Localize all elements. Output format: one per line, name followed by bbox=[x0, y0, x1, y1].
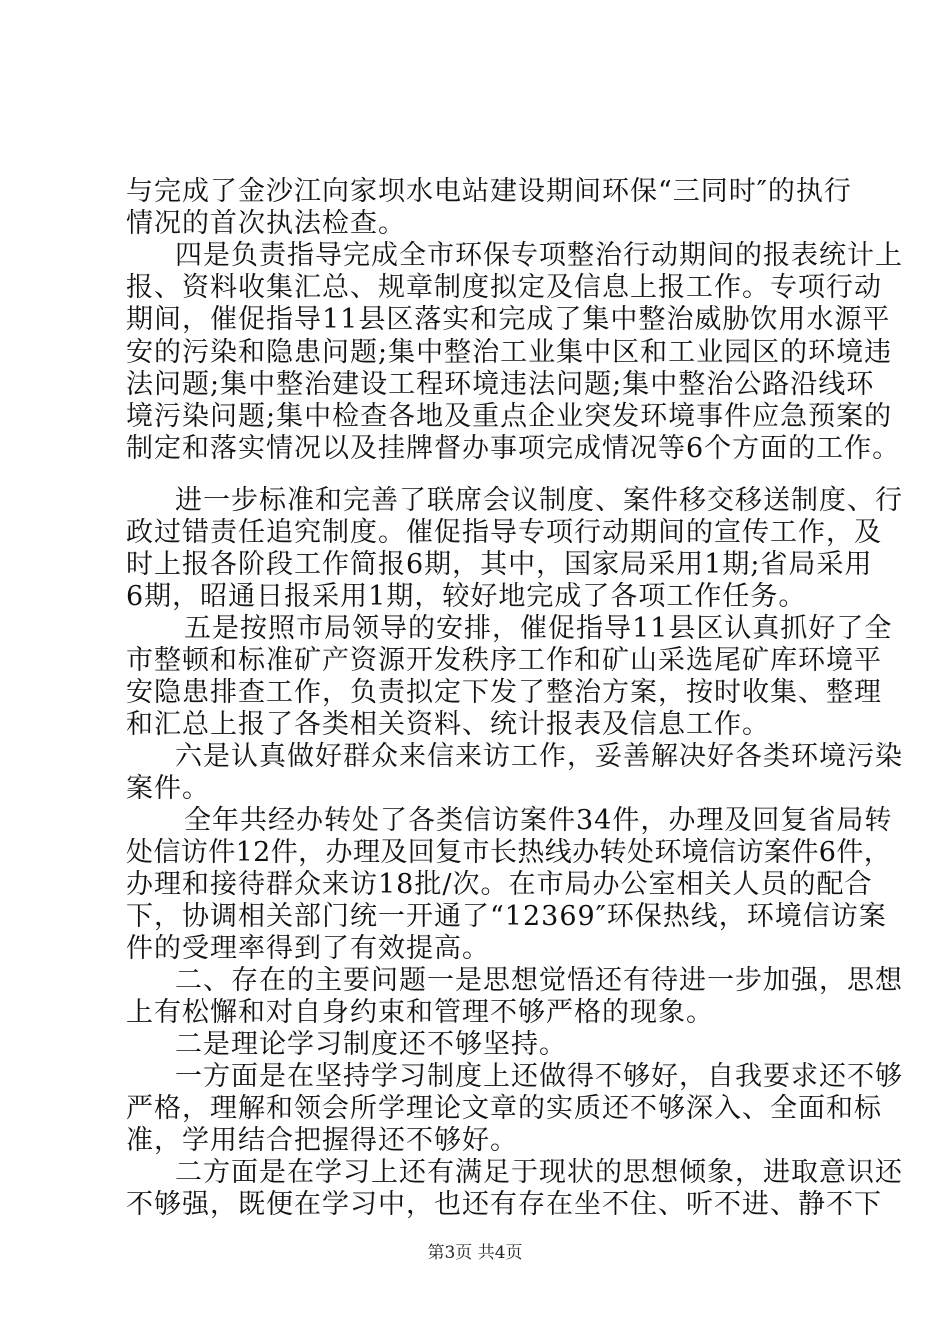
text-line: 时上报各阶段工作简报6期，其中，国家局采用1期;省局采用 bbox=[126, 549, 873, 580]
text-line: 件的受理率得到了有效提高。 bbox=[126, 933, 490, 964]
text-line: 二是理论学习制度还不够坚持。 bbox=[175, 1029, 567, 1060]
text-line: 全年共经办转处了各类信访案件34件，办理及回复省局转 bbox=[184, 805, 893, 836]
text-line: 期间，催促指导11县区落实和完成了集中整治威胁饮用水源平 bbox=[126, 304, 891, 335]
text-line: 与完成了金沙江向家坝水电站建设期间环保“三同时″的执行 bbox=[126, 176, 852, 207]
text-line: 案件。 bbox=[126, 773, 210, 804]
text-line: 和汇总上报了各类相关资料、统计报表及信息工作。 bbox=[126, 709, 770, 740]
text-line: 境污染问题;集中检查各地及重点企业突发环境事件应急预案的 bbox=[126, 401, 893, 432]
text-line: 情况的首次执法检查。 bbox=[126, 208, 406, 239]
text-line: 处信访件12件，办理及回复市长热线办转处环境信访案件6件， bbox=[126, 837, 892, 868]
text-line: 不够强，既便在学习中，也还有存在坐不住、听不进、静不下 bbox=[126, 1189, 882, 1220]
text-line: 市整顿和标准矿产资源开发秩序工作和矿山采选尾矿库环境平 bbox=[126, 645, 882, 676]
text-line: 二、存在的主要问题一是思想觉悟还有待进一步加强，思想 bbox=[175, 965, 903, 996]
text-line: 法问题;集中整治建设工程环境违法问题;集中整治公路沿线环 bbox=[126, 369, 875, 400]
text-line: 上有松懈和对自身约束和管理不够严格的现象。 bbox=[126, 997, 714, 1028]
text-line: 六是认真做好群众来信来访工作，妥善解决好各类环境污染 bbox=[175, 741, 903, 772]
text-line: 安的污染和隐患问题;集中整治工业集中区和工业园区的环境违 bbox=[126, 337, 893, 368]
text-line: 制定和落实情况以及挂牌督办事项完成情况等6个方面的工作。 bbox=[126, 433, 901, 464]
text-line: 准，学用结合把握得还不够好。 bbox=[126, 1125, 518, 1156]
text-line: 下，协调相关部门统一开通了“12369″环保热线，环境信访案 bbox=[126, 901, 887, 932]
text-line: 报、资料收集汇总、规章制度拟定及信息上报工作。专项行动 bbox=[126, 272, 882, 303]
text-line: 办理和接待群众来访18批/次。在市局办公室相关人员的配合 bbox=[126, 869, 873, 900]
text-line: 四是负责指导完成全市环保专项整治行动期间的报表统计上 bbox=[175, 240, 903, 271]
text-line: 五是按照市局领导的安排，催促指导11县区认真抓好了全 bbox=[184, 613, 893, 644]
page-number-footer: 第3页 共4页 bbox=[427, 1243, 523, 1263]
text-line: 6期，昭通日报采用1期，较好地完成了各项工作任务。 bbox=[126, 581, 807, 612]
text-line: 政过错责任追究制度。催促指导专项行动期间的宣传工作，及 bbox=[126, 517, 882, 548]
text-line: 安隐患排查工作，负责拟定下发了整治方案，按时收集、整理 bbox=[126, 677, 882, 708]
text-line: 严格，理解和领会所学理论文章的实质还不够深入、全面和标 bbox=[126, 1093, 882, 1124]
text-line: 二方面是在学习上还有满足于现状的思想倾象，进取意识还 bbox=[175, 1157, 903, 1188]
text-line: 一方面是在坚持学习制度上还做得不够好，自我要求还不够 bbox=[175, 1061, 903, 1092]
text-line: 进一步标准和完善了联席会议制度、案件移交移送制度、行 bbox=[175, 485, 903, 516]
